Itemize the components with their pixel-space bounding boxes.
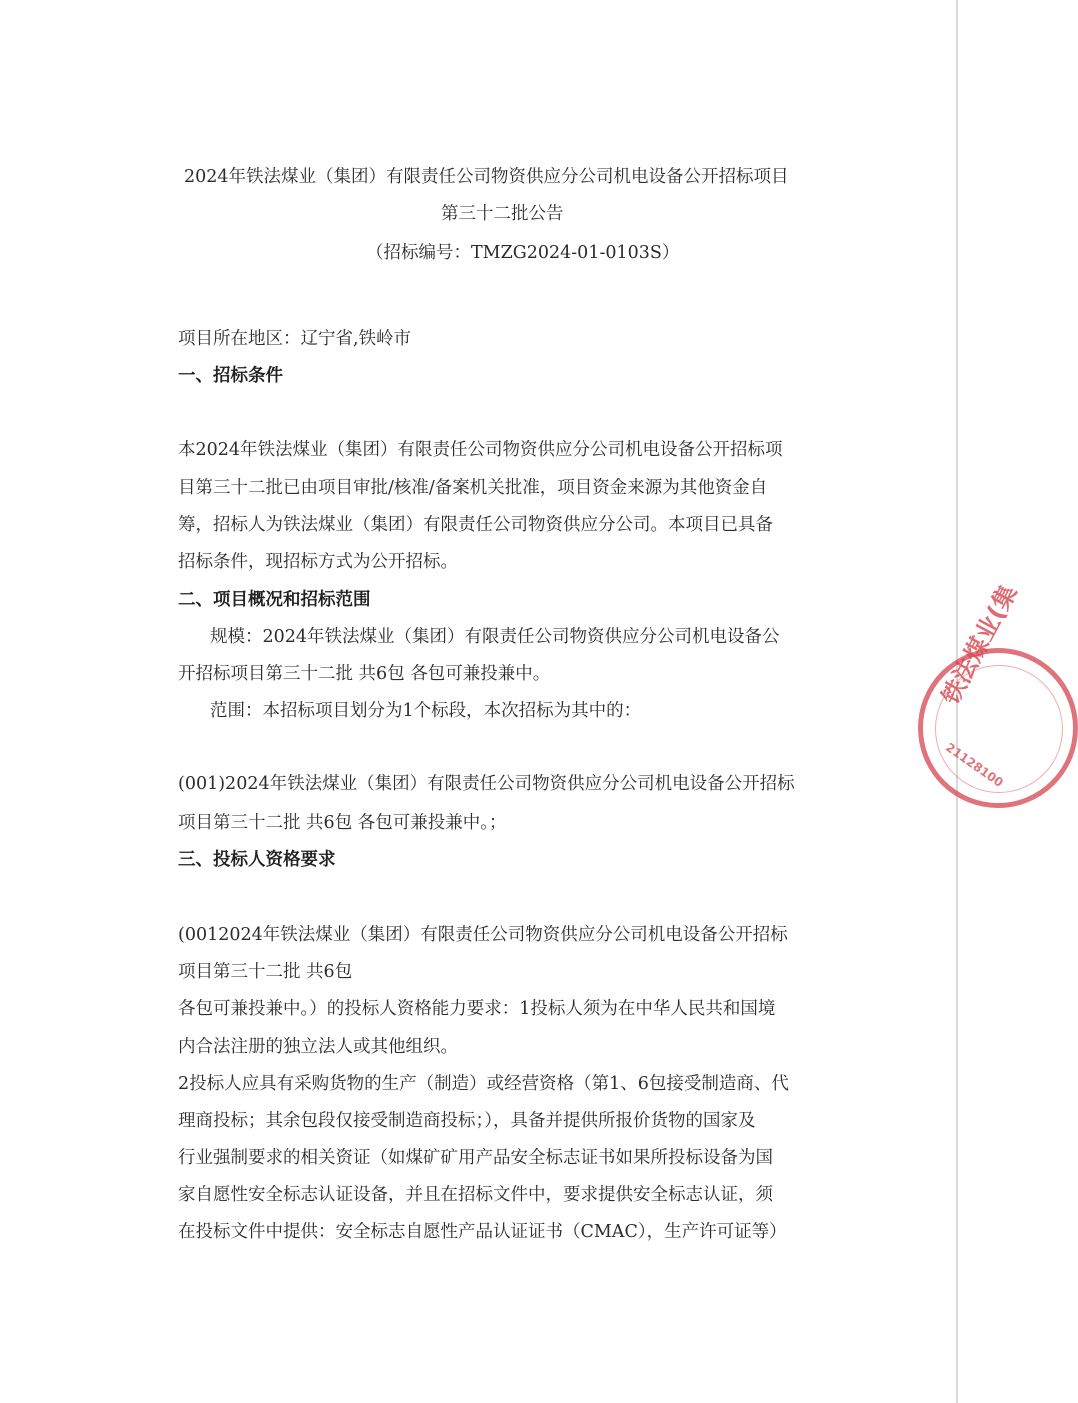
section-3-line: 在投标文件中提供：安全标志自愿性产品认证证书（CMAC），生产许可证等） [178, 1222, 787, 1242]
section-3-line: 2投标人应具有采购货物的生产（制造）或经营资格（第1、6包接受制造商、代 [178, 1074, 789, 1094]
section-1-line: 目第三十二批已由项目审批/核准/备案机关批准，项目资金来源为其他资金自 [178, 478, 768, 498]
section-3-line: 内合法注册的独立法人或其他组织。 [178, 1037, 458, 1057]
lot-line: (001)2024年铁法煤业（集团）有限责任公司物资供应分公司机电设备公开招标 [178, 774, 795, 794]
section-1-line: 筹，招标人为铁法煤业（集团）有限责任公司物资供应分公司。本项目已具备 [178, 515, 773, 535]
section-3-heading: 三、投标人资格要求 [178, 850, 336, 870]
section-3-line: 各包可兼投兼中。）的投标人资格能力要求：1投标人须为在中华人民共和国境 [178, 999, 776, 1019]
tender-number: （招标编号：TMZG2024-01-0103S） [366, 243, 680, 263]
company-seal [918, 580, 1078, 808]
title-line-1: 2024年铁法煤业（集团）有限责任公司物资供应分公司机电设备公开招标项目 [184, 167, 789, 187]
section-2-heading: 二、项目概况和招标范围 [178, 590, 371, 610]
section-3-line: 家自愿性安全标志认证设备，并且在招标文件中，要求提供安全标志认证，须 [178, 1185, 773, 1205]
seal-text: 铁法煤业(集 [936, 580, 1023, 709]
seal-number: 21128100 [943, 740, 1006, 790]
scale-line: 规模：2024年铁法煤业（集团）有限责任公司物资供应分公司机电设备公 [210, 627, 780, 647]
section-1-line: 招标条件，现招标方式为公开招标。 [178, 552, 458, 572]
section-3-line: (0012024年铁法煤业（集团）有限责任公司物资供应分公司机电设备公开招标 [178, 925, 788, 945]
range-line: 范围：本招标项目划分为1个标段，本次招标为其中的： [210, 701, 642, 721]
section-3-line: 行业强制要求的相关资证（如煤矿矿用产品安全标志证书如果所投标设备为国 [178, 1148, 773, 1168]
section-3-line: 理商投标；其余包段仅接受制造商投标；），具备并提供所报价货物的国家及 [178, 1111, 756, 1131]
section-3-line: 项目第三十二批 共6包 [178, 962, 353, 982]
section-1-line: 本2024年铁法煤业（集团）有限责任公司物资供应分公司机电设备公开招标项 [178, 440, 783, 460]
section-1-heading: 一、招标条件 [178, 366, 283, 386]
title-line-2: 第三十二批公告 [441, 204, 564, 224]
lot-line: 项目第三十二批 共6包 各包可兼投兼中。； [178, 813, 507, 833]
project-location: 项目所在地区：辽宁省,铁岭市 [178, 329, 412, 349]
scale-line: 开招标项目第三十二批 共6包 各包可兼投兼中。 [178, 664, 551, 684]
